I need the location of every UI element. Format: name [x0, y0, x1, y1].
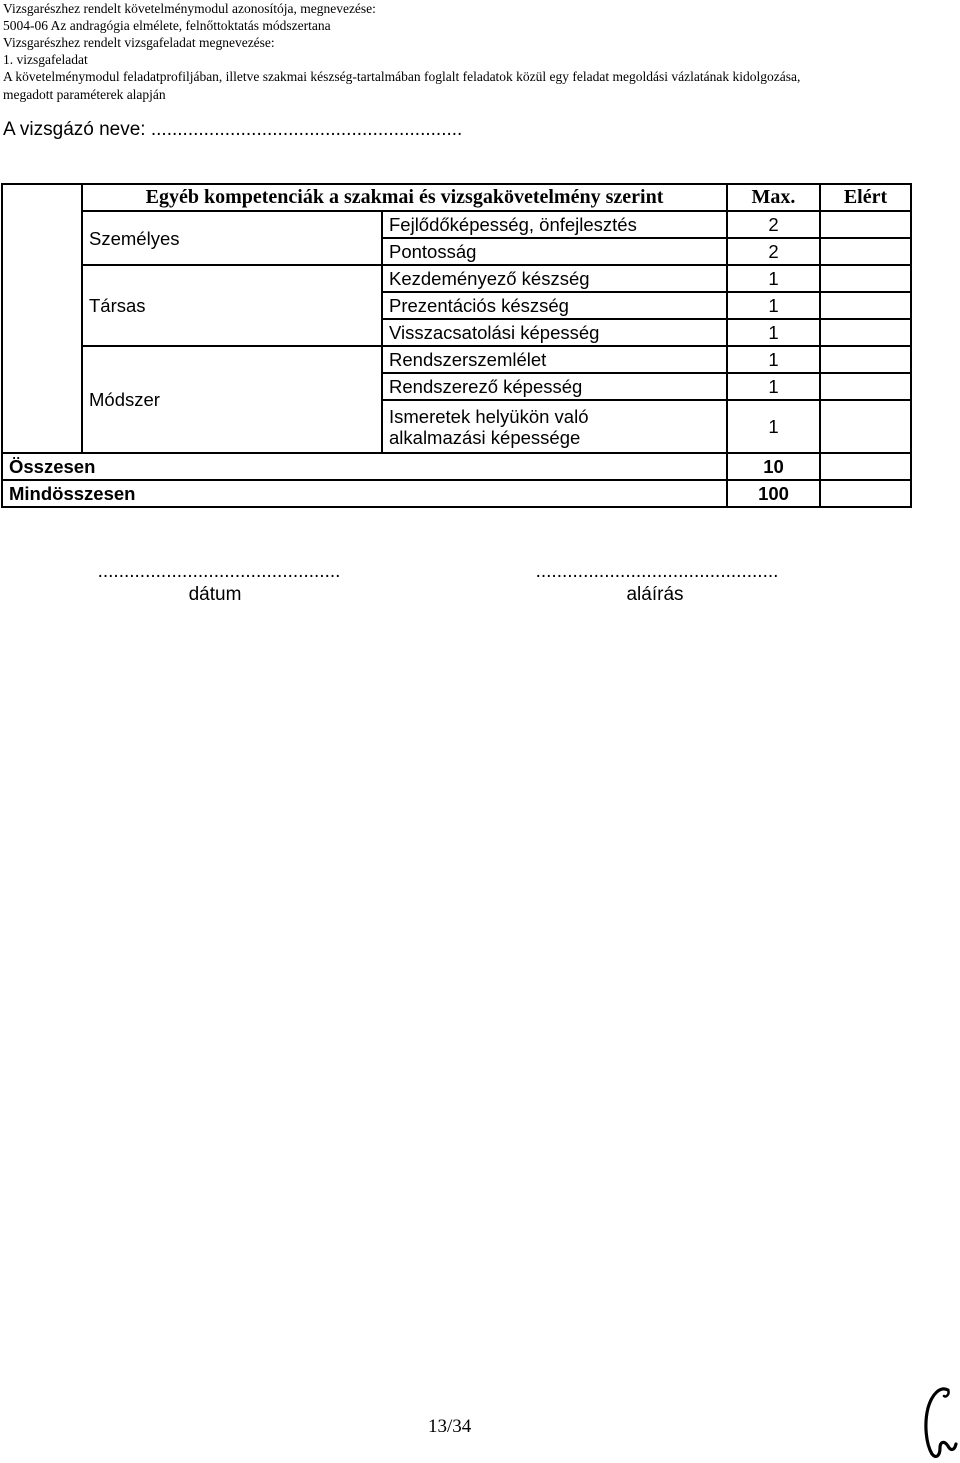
competency-max: 1 — [727, 265, 820, 292]
publisher-logo — [918, 1384, 958, 1460]
competency-achieved-cell — [820, 292, 911, 319]
signature-label: aláírás — [626, 584, 684, 605]
competency-label: Visszacsatolási képesség — [382, 319, 727, 346]
header-module-name: 5004-06 Az andragógia elmélete, felnőttoktatás módszertana — [3, 18, 331, 33]
competency-label-line1: Ismeretek helyükön való — [389, 405, 589, 427]
category-social: Társas — [82, 265, 382, 346]
header-task-description: A követelménymodul feladatprofiljában, illetve szakmai készség-tartalmában foglalt feladatok közül egy feladat megoldási vázlatának kidolgozása, — [3, 69, 801, 84]
competency-label — [382, 400, 727, 453]
competency-achieved-cell — [820, 373, 911, 400]
competency-table — [1, 183, 912, 508]
competency-label: Pontosság — [382, 238, 727, 265]
header-module-label: Vizsgarészhez rendelt követelménymodul azonosítója, megnevezése: — [3, 1, 376, 16]
competency-label: Rendszerező képesség — [382, 373, 727, 400]
competency-achieved-cell — [820, 238, 911, 265]
competency-max: 1 — [727, 346, 820, 373]
grand-total-value: 100 — [727, 480, 820, 507]
competency-achieved-cell — [820, 319, 911, 346]
competency-achieved-cell — [820, 400, 911, 453]
page-number: 13/34 — [428, 1416, 472, 1437]
table-header-achieved: Elért — [820, 184, 911, 211]
category-personal: Személyes — [82, 211, 382, 265]
competency-label-line2: alkalmazási képessége — [389, 426, 581, 448]
competency-achieved-cell — [820, 265, 911, 292]
category-method: Módszer — [82, 346, 382, 453]
competency-max: 1 — [727, 400, 820, 453]
competency-max: 2 — [727, 238, 820, 265]
header-task-label: Vizsgarészhez rendelt vizsgafeladat megnevezése: — [3, 35, 275, 50]
grand-total-label: Mindösszesen — [2, 480, 727, 507]
competency-max: 1 — [727, 373, 820, 400]
competency-achieved-cell — [820, 211, 911, 238]
date-label: dátum — [188, 584, 242, 605]
total-achieved-cell — [820, 453, 911, 480]
signature-dots: .............................................. — [535, 561, 779, 582]
table-corner — [2, 184, 82, 211]
competency-label: Kezdeményező készség — [382, 265, 727, 292]
competency-max: 2 — [727, 211, 820, 238]
competency-achieved-cell — [820, 346, 911, 373]
date-dots: .............................................. — [97, 561, 341, 582]
table-header-max: Max. — [727, 184, 820, 211]
total-value: 10 — [727, 453, 820, 480]
table-left-margin — [2, 211, 82, 453]
header-task-number: 1. vizsgafeladat — [3, 52, 88, 67]
competency-label: Rendszerszemlélet — [382, 346, 727, 373]
grand-total-achieved-cell — [820, 480, 911, 507]
competency-label: Prezentációs készség — [382, 292, 727, 319]
competency-max: 1 — [727, 292, 820, 319]
header-task-description-cont: megadott paraméterek alapján — [3, 87, 166, 102]
total-label: Összesen — [2, 453, 727, 480]
competency-label: Fejlődőképesség, önfejlesztés — [382, 211, 727, 238]
table-header-title: Egyéb kompetenciák a szakmai és vizsgakövetelmény szerint — [82, 184, 727, 211]
competency-max: 1 — [727, 319, 820, 346]
examinee-name-line: A vizsgázó neve: ........................................................... — [3, 119, 463, 140]
